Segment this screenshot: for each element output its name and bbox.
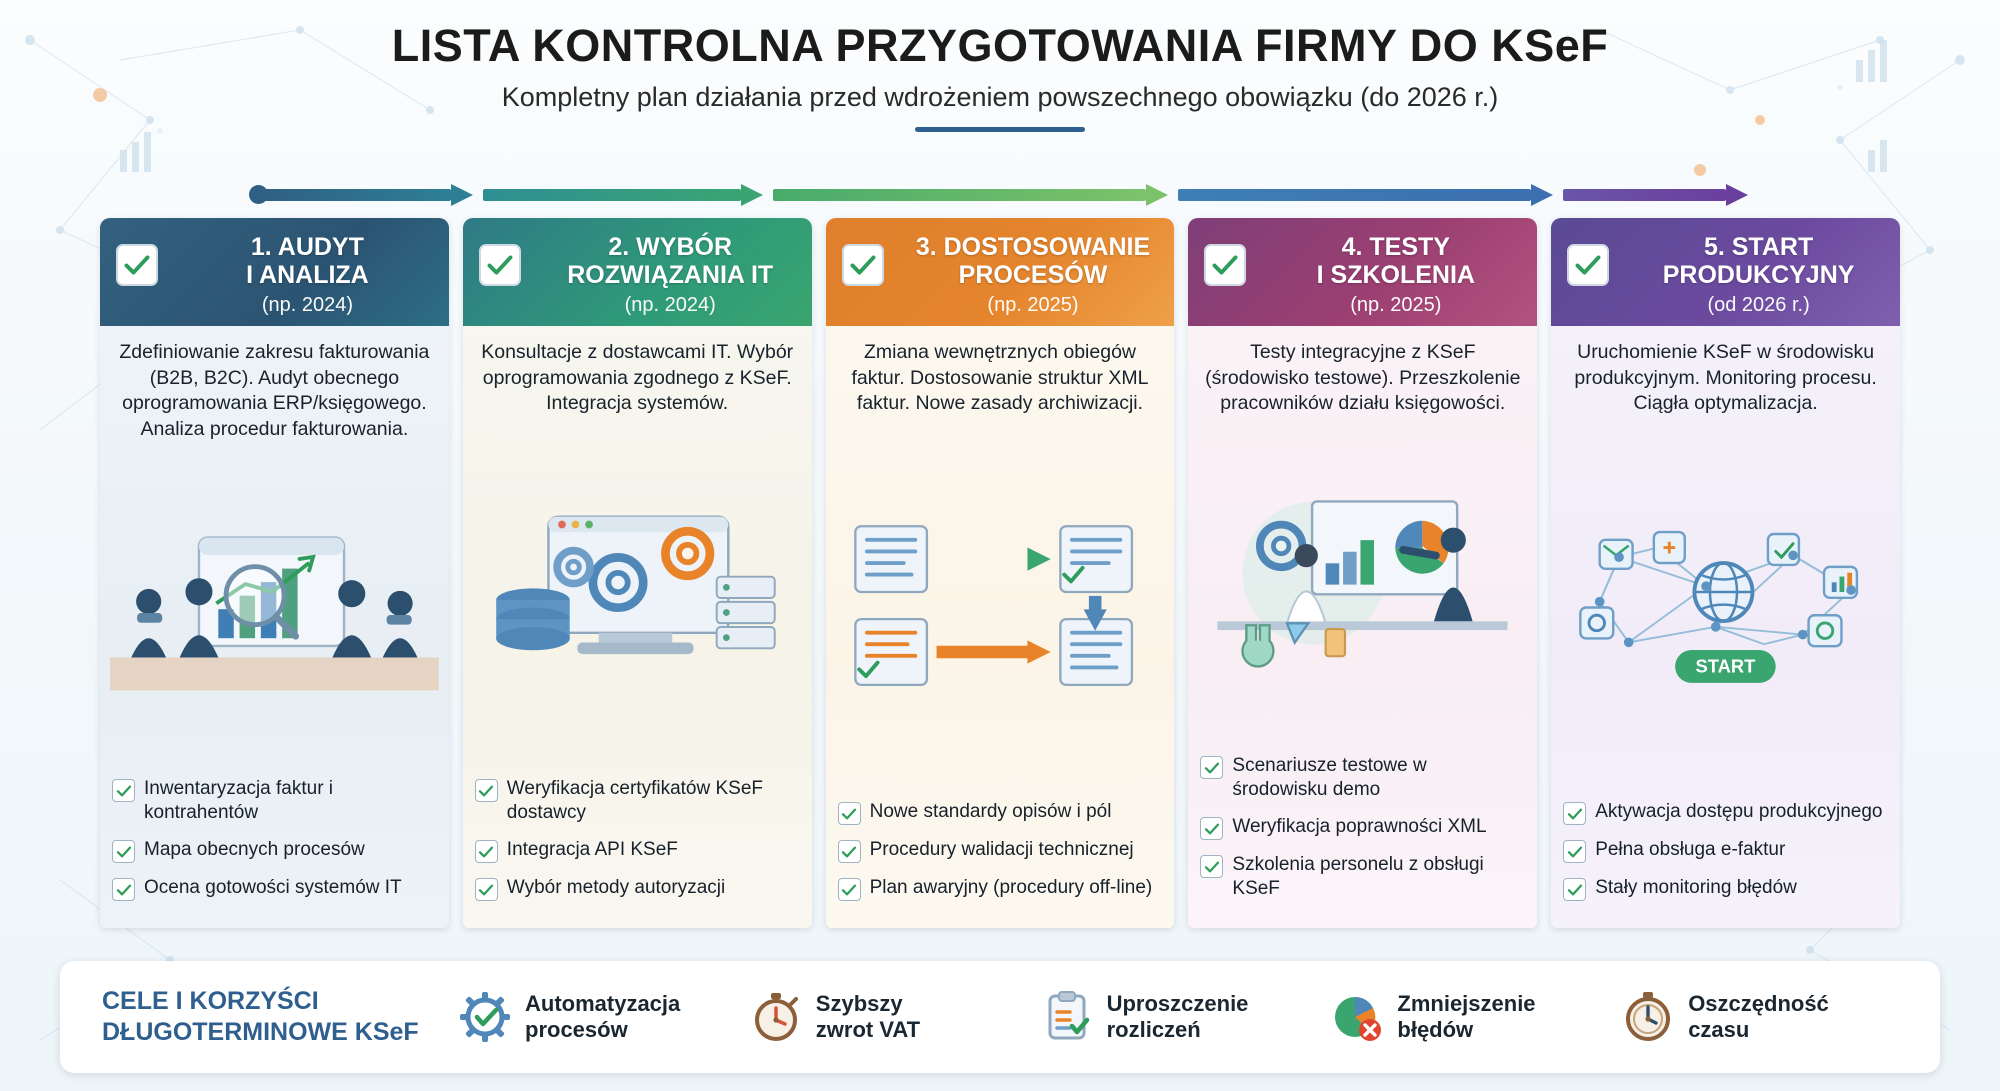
benefit-label-line2: czasu bbox=[1688, 1017, 1750, 1042]
stage-4-period: (np. 2025) bbox=[1350, 294, 1442, 316]
stage-card-1[interactable] bbox=[100, 218, 449, 928]
stage-1-period: (np. 2024) bbox=[261, 294, 353, 316]
stage-1-body bbox=[100, 326, 449, 928]
checkbox-checked-icon bbox=[1204, 244, 1246, 286]
checkbox-icon[interactable] bbox=[1200, 817, 1223, 840]
footer-title-line2: DŁUGOTERMINOWE KSeF bbox=[102, 1018, 419, 1046]
checklist-item[interactable] bbox=[1563, 800, 1888, 825]
checklist-item-label: Stały monitoring błędów bbox=[1595, 877, 1797, 898]
benefit-label-line2: rozliczeń bbox=[1106, 1017, 1201, 1042]
stage-3-period: (np. 2025) bbox=[987, 294, 1079, 316]
stage-arrow-1 bbox=[258, 184, 473, 206]
checklist-item-label: Plan awaryjny (procedury off-line) bbox=[869, 877, 1153, 898]
benefit-item bbox=[1040, 990, 1331, 1044]
checklist-item-label: Mapa obecnych procesów bbox=[144, 839, 365, 860]
computer-gears-server-icon bbox=[473, 427, 802, 771]
pie-error-icon bbox=[1330, 990, 1384, 1044]
stage-2-header bbox=[463, 218, 812, 326]
stage-2-period: (np. 2024) bbox=[624, 294, 716, 316]
checklist-item-label: Integracja API KSeF bbox=[506, 839, 678, 860]
stage-5-header bbox=[1551, 218, 1900, 326]
stage-2-description: Konsultacje z dostawcami IT. Wybór oprogramowania zgodnego z KSeF. Integracja systemów. bbox=[481, 341, 794, 415]
checklist-item[interactable] bbox=[1563, 838, 1888, 863]
checkbox-icon[interactable] bbox=[475, 840, 498, 863]
benefit-label-line2: zwrot VAT bbox=[815, 1017, 921, 1042]
checklist-item[interactable] bbox=[1200, 853, 1525, 901]
benefit-label-line1: Szybszy bbox=[815, 990, 903, 1016]
checklist-item[interactable] bbox=[1200, 754, 1525, 802]
stage-1-title-line1: 1. AUDYT bbox=[250, 233, 364, 261]
checklist-item[interactable] bbox=[838, 876, 1163, 901]
stage-4-title-line1: 4. TESTY bbox=[1341, 233, 1450, 261]
stage-3-title-line2: PROCESÓW bbox=[958, 261, 1108, 289]
benefits-footer bbox=[60, 961, 1940, 1073]
stage-5-period: (od 2026 r.) bbox=[1707, 294, 1810, 316]
stage-arrow-4 bbox=[1178, 184, 1553, 206]
checkbox-icon[interactable] bbox=[475, 779, 498, 802]
checklist-item[interactable] bbox=[112, 876, 437, 901]
checkbox-checked-icon bbox=[842, 244, 884, 286]
stage-5-checklist bbox=[1551, 798, 1900, 928]
stage-arrow-strip bbox=[258, 178, 1748, 212]
checklist-item-label: Aktywacja dostępu produkcyjnego bbox=[1595, 801, 1883, 822]
checkbox-icon[interactable] bbox=[1563, 878, 1586, 901]
footer-title bbox=[88, 986, 458, 1048]
checkbox-icon[interactable] bbox=[112, 840, 135, 863]
stopwatch-icon bbox=[749, 990, 803, 1044]
stage-3-body bbox=[826, 326, 1175, 928]
checkbox-icon[interactable] bbox=[1563, 840, 1586, 863]
checklist-item-label: Scenariusze testowe w środowisku demo bbox=[1232, 755, 1427, 801]
checkbox-icon[interactable] bbox=[1200, 855, 1223, 878]
checklist-item[interactable] bbox=[112, 777, 437, 825]
checklist-item[interactable] bbox=[1200, 815, 1525, 840]
document-flow-arrows-icon bbox=[836, 427, 1165, 794]
benefit-item bbox=[458, 990, 749, 1044]
checkbox-icon[interactable] bbox=[112, 878, 135, 901]
timer-icon bbox=[1621, 990, 1675, 1044]
checklist-item-label: Wybór metody autoryzacji bbox=[506, 877, 726, 898]
stage-arrow-5 bbox=[1563, 184, 1748, 206]
checklist-item-label: Procedury walidacji technicznej bbox=[869, 839, 1134, 860]
stage-2-title-line2: ROZWIĄZANIA IT bbox=[567, 261, 774, 289]
stage-2-checklist bbox=[463, 775, 812, 928]
checklist-item[interactable] bbox=[475, 838, 800, 863]
stage-4-title-line2: I SZKOLENIA bbox=[1316, 261, 1475, 289]
checkbox-icon[interactable] bbox=[1563, 802, 1586, 825]
benefit-item bbox=[1621, 990, 1912, 1044]
stage-card-4[interactable] bbox=[1188, 218, 1537, 928]
benefit-label bbox=[816, 991, 920, 1044]
stage-cards bbox=[100, 218, 1900, 928]
stage-5-body bbox=[1551, 326, 1900, 928]
header bbox=[0, 20, 2000, 132]
checkbox-icon[interactable] bbox=[838, 840, 861, 863]
checklist-item-label: Szkolenia personelu z obsługi KSeF bbox=[1232, 854, 1484, 900]
page-subtitle: Kompletny plan działania przed wdrożeniem powszechnego obowiązku (do 2026 r.) bbox=[501, 82, 1499, 112]
stage-1-description: Zdefiniowanie zakresu fakturowania (B2B, B2C). Audyt obecnego oprogramowania ERP/księgowego. Analiza procedur fakturowania. bbox=[119, 341, 430, 441]
checkbox-icon[interactable] bbox=[838, 878, 861, 901]
benefit-label-line1: Oszczędność bbox=[1688, 990, 1829, 1016]
stage-arrow-2 bbox=[483, 184, 763, 206]
checklist-item[interactable] bbox=[475, 777, 800, 825]
checklist-item[interactable] bbox=[112, 838, 437, 863]
benefit-label-line1: Uproszczenie bbox=[1106, 990, 1249, 1016]
stage-arrow-3 bbox=[773, 184, 1168, 206]
stage-4-body bbox=[1188, 326, 1537, 928]
stage-3-description: Zmiana wewnętrznych obiegów faktur. Dostosowanie struktur XML faktur. Nowe zasady archiwizacji. bbox=[851, 341, 1149, 415]
checkbox-checked-icon bbox=[1567, 244, 1609, 286]
page-title: LISTA KONTROLNA PRZYGOTOWANIA FIRMY DO KSeF bbox=[391, 20, 1609, 71]
checkbox-icon[interactable] bbox=[1200, 756, 1223, 779]
start-badge-label: START bbox=[1695, 655, 1756, 677]
checklist-item-label: Inwentaryzacja faktur i kontrahentów bbox=[144, 778, 334, 824]
business-team-analysis-icon bbox=[110, 453, 439, 771]
benefit-label-line2: procesów bbox=[525, 1017, 628, 1042]
checkbox-checked-icon bbox=[116, 244, 158, 286]
stage-5-title-line2: PRODUKCYJNY bbox=[1662, 261, 1855, 289]
benefit-label-line1: Automatyzacja bbox=[525, 990, 681, 1016]
checklist-item[interactable] bbox=[1563, 876, 1888, 901]
stage-5-description: Uruchomienie KSeF w środowisku produkcyjnym. Monitoring procesu. Ciągła optymalizacja. bbox=[1574, 341, 1877, 415]
checklist-item-label: Weryfikacja certyfikatów KSeF dostawcy bbox=[506, 778, 764, 824]
stage-3-title-line1: 3. DOSTOSOWANIE bbox=[915, 233, 1151, 261]
lab-training-presentation-icon bbox=[1198, 427, 1527, 748]
stage-4-header bbox=[1188, 218, 1537, 326]
footer-title-line1: CELE I KORZYŚCI bbox=[102, 987, 319, 1015]
checklist-item-label: Pełna obsługa e-faktur bbox=[1595, 839, 1786, 860]
stage-2-body bbox=[463, 326, 812, 928]
checklist-item-label: Ocena gotowości systemów IT bbox=[144, 877, 402, 898]
checkbox-icon[interactable] bbox=[838, 802, 861, 825]
benefit-item bbox=[1330, 990, 1621, 1044]
benefit-label-line1: Zmniejszenie bbox=[1397, 990, 1536, 1016]
stage-1-header bbox=[100, 218, 449, 326]
checklist-item[interactable] bbox=[475, 876, 800, 901]
stage-4-description: Testy integracyjne z KSeF (środowisko testowe). Przeszkolenie pracowników działu księgowości. bbox=[1205, 341, 1521, 415]
checkbox-icon[interactable] bbox=[475, 878, 498, 901]
checklist-item-label: Weryfikacja poprawności XML bbox=[1232, 816, 1487, 838]
clipboard-check-icon bbox=[1040, 990, 1094, 1044]
gear-check-icon bbox=[458, 990, 512, 1044]
network-globe-start-icon bbox=[1561, 427, 1890, 794]
checklist-item-label: Nowe standardy opisów i pól bbox=[869, 801, 1112, 822]
benefit-label bbox=[1688, 991, 1829, 1044]
benefit-label-line2: błędów bbox=[1397, 1017, 1474, 1042]
benefit-label bbox=[1107, 991, 1249, 1044]
checkbox-checked-icon bbox=[479, 244, 521, 286]
checklist-item[interactable] bbox=[838, 838, 1163, 863]
benefit-item bbox=[749, 990, 1040, 1044]
stage-card-5[interactable] bbox=[1551, 218, 1900, 928]
stage-3-header bbox=[826, 218, 1175, 326]
stage-card-2[interactable] bbox=[463, 218, 812, 928]
stage-1-title-line2: I ANALIZA bbox=[246, 261, 369, 289]
stage-card-3[interactable] bbox=[826, 218, 1175, 928]
benefit-label bbox=[525, 991, 680, 1044]
checklist-item[interactable] bbox=[838, 800, 1163, 825]
stage-2-title-line1: 2. WYBÓR bbox=[608, 233, 732, 261]
benefit-label bbox=[1397, 991, 1535, 1044]
stage-4-checklist bbox=[1188, 752, 1537, 928]
checkbox-icon[interactable] bbox=[112, 779, 135, 802]
stage-3-checklist bbox=[826, 798, 1175, 928]
title-divider bbox=[915, 127, 1085, 132]
stage-1-checklist bbox=[100, 775, 449, 928]
stage-5-title-line1: 5. START bbox=[1703, 233, 1814, 261]
